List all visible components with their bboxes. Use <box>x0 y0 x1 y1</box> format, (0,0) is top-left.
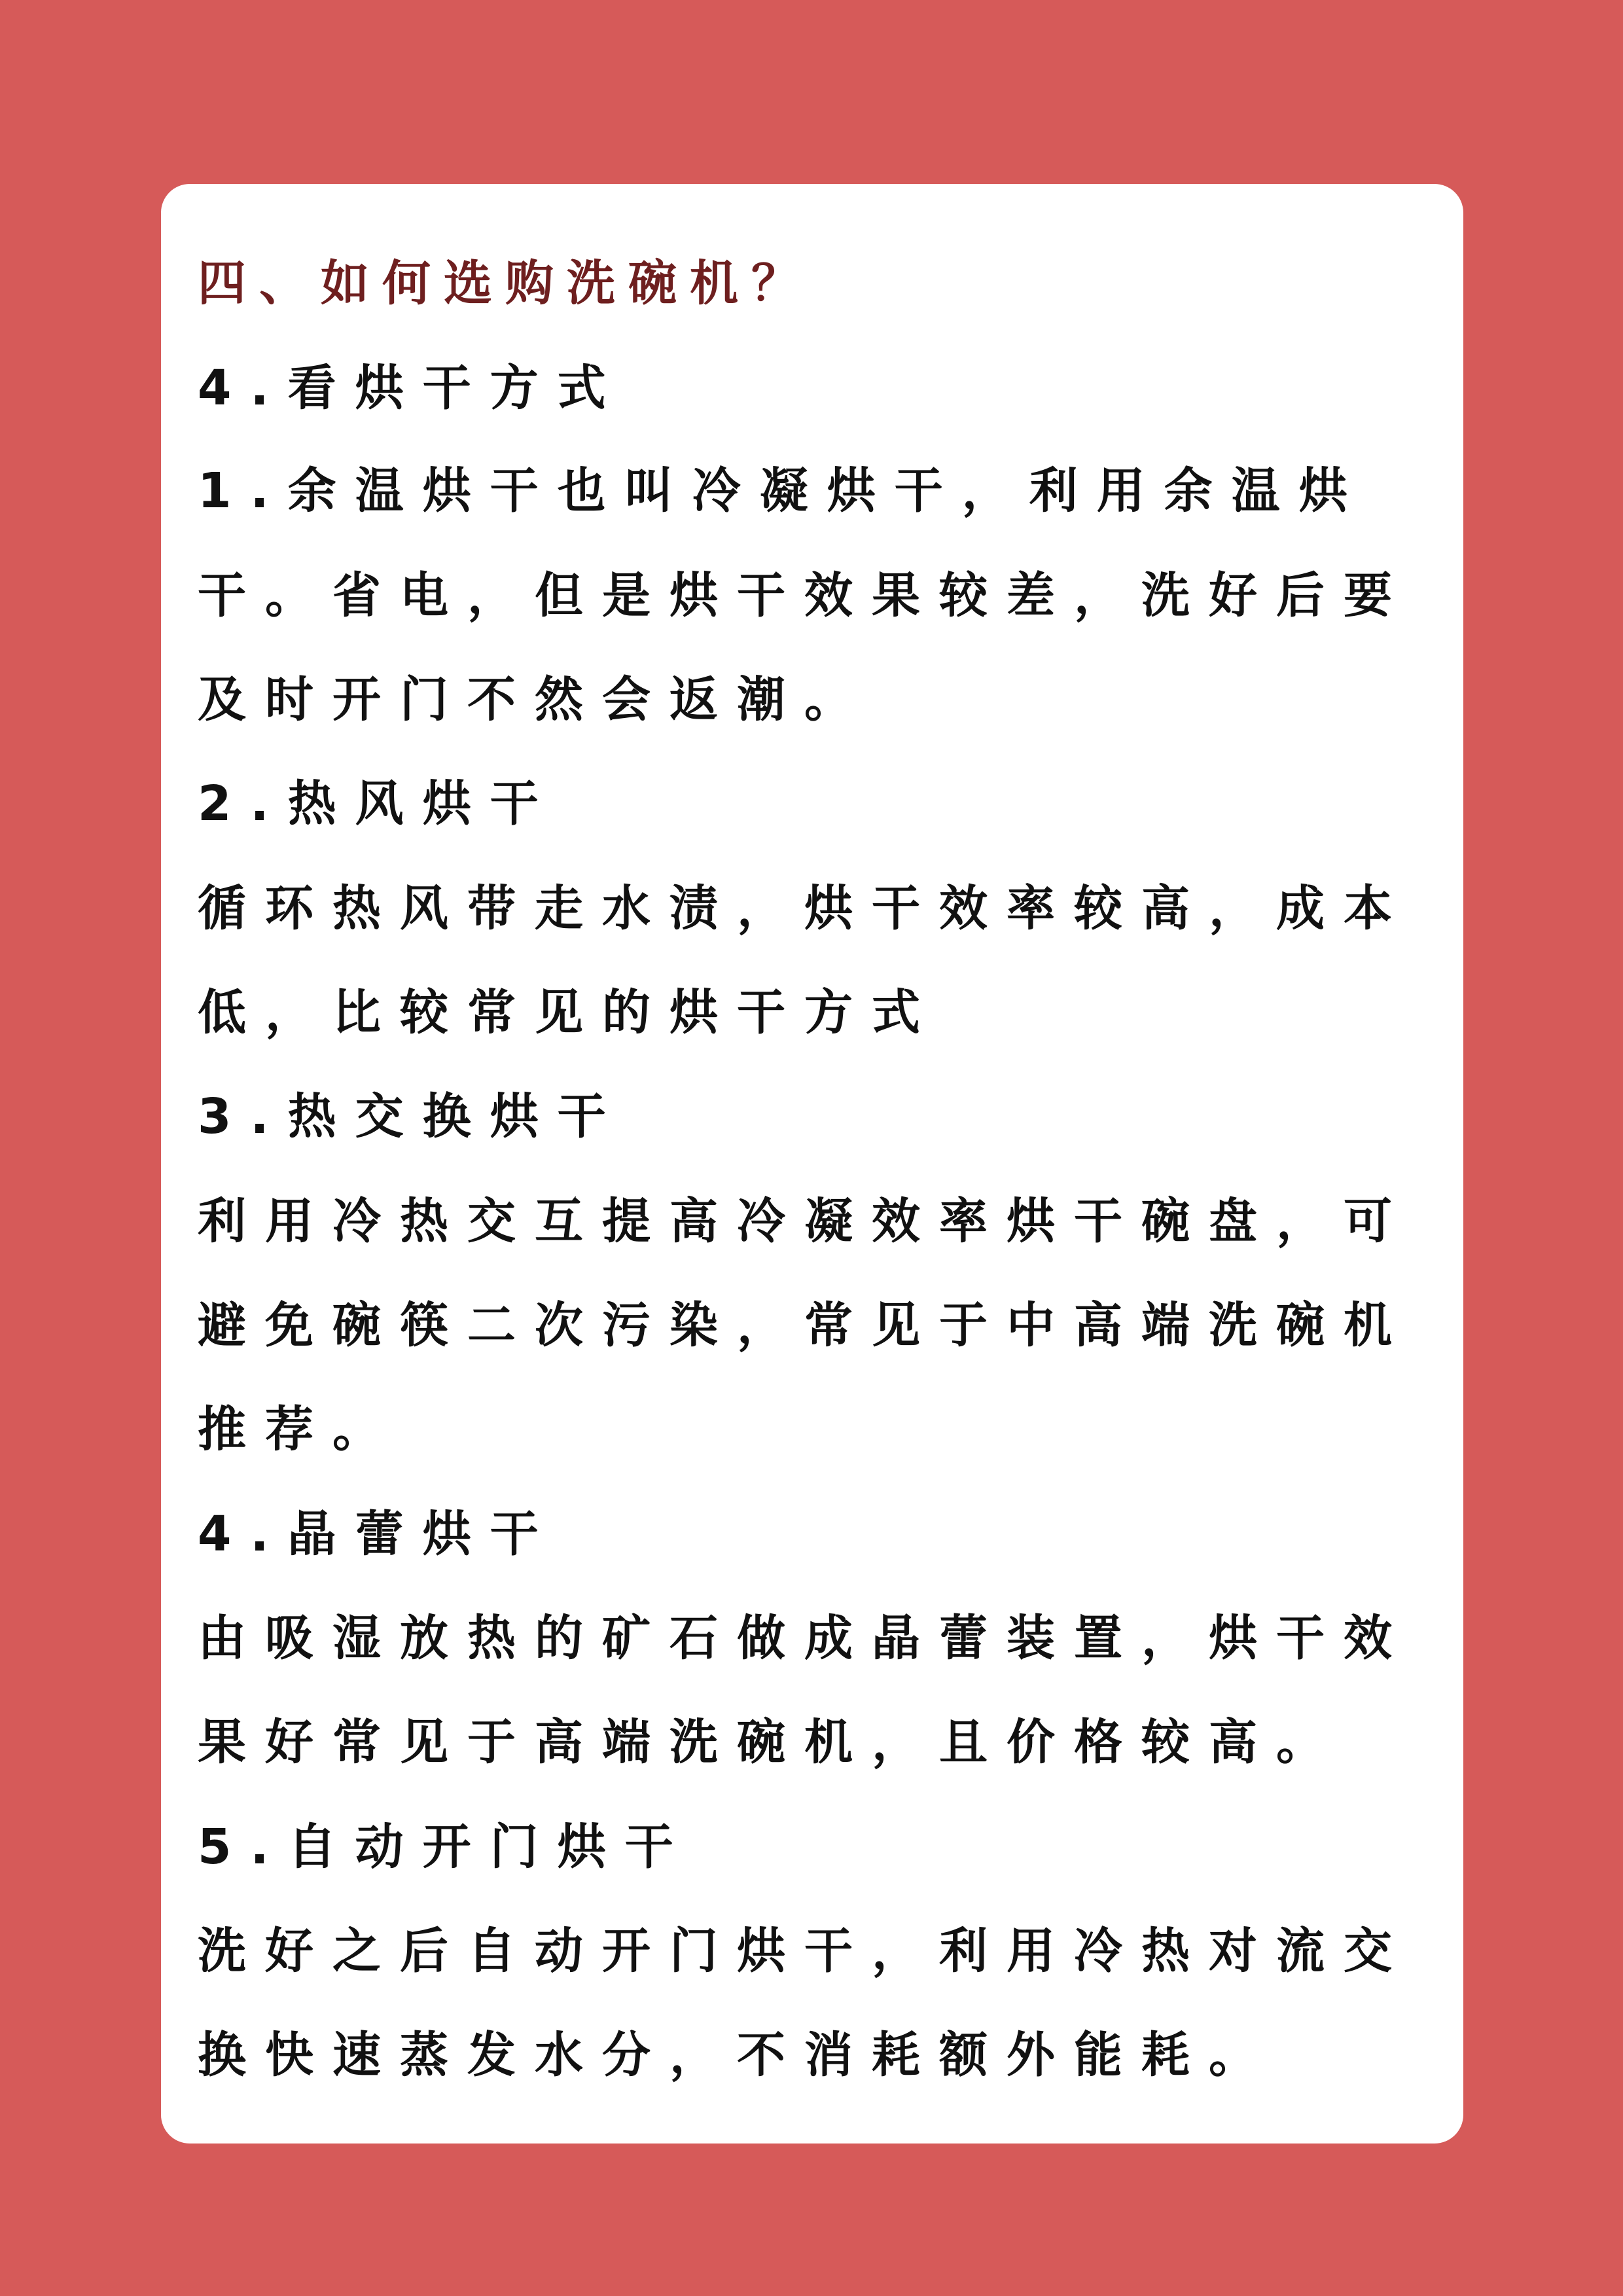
text-line: 及时开门不然会返潮。 <box>198 672 872 728</box>
subsection-heading: 4.晶蕾烘干 <box>198 1506 558 1562</box>
text-line: 由吸湿放热的矿石做成晶蕾装置，烘干效 <box>198 1610 1411 1666</box>
content-card <box>161 184 1463 2144</box>
text-line: 果好常见于高端洗碗机，且价格较高。 <box>198 1714 1344 1770</box>
text-line: 干。省电，但是烘干效果较差，洗好后要 <box>198 567 1411 624</box>
subsection-heading: 5.自动开门烘干 <box>198 1819 692 1875</box>
text-line: 推荐。 <box>198 1401 400 1458</box>
text-line: 换快速蒸发水分，不消耗额外能耗。 <box>198 2027 1276 2083</box>
text-line: 低，比较常见的烘干方式 <box>198 984 939 1041</box>
text-line: 循环热风带走水渍，烘干效率较高，成本 <box>198 880 1411 937</box>
text-line: 1.余温烘干也叫冷凝烘干，利用余温烘 <box>198 463 1366 519</box>
document-title: 四、如何选购洗碗机？ <box>198 255 813 312</box>
text-line: 洗好之后自动开门烘干，利用冷热对流交 <box>198 1923 1411 1979</box>
section-heading: 4.看烘干方式 <box>198 360 625 416</box>
subsection-heading: 3.热交换烘干 <box>198 1088 625 1145</box>
subsection-heading: 2.热风烘干 <box>198 776 558 832</box>
text-line: 避免碗筷二次污染，常见于中高端洗碗机 <box>198 1297 1411 1354</box>
text-line: 利用冷热交互提高冷凝效率烘干碗盘，可 <box>198 1193 1411 1249</box>
